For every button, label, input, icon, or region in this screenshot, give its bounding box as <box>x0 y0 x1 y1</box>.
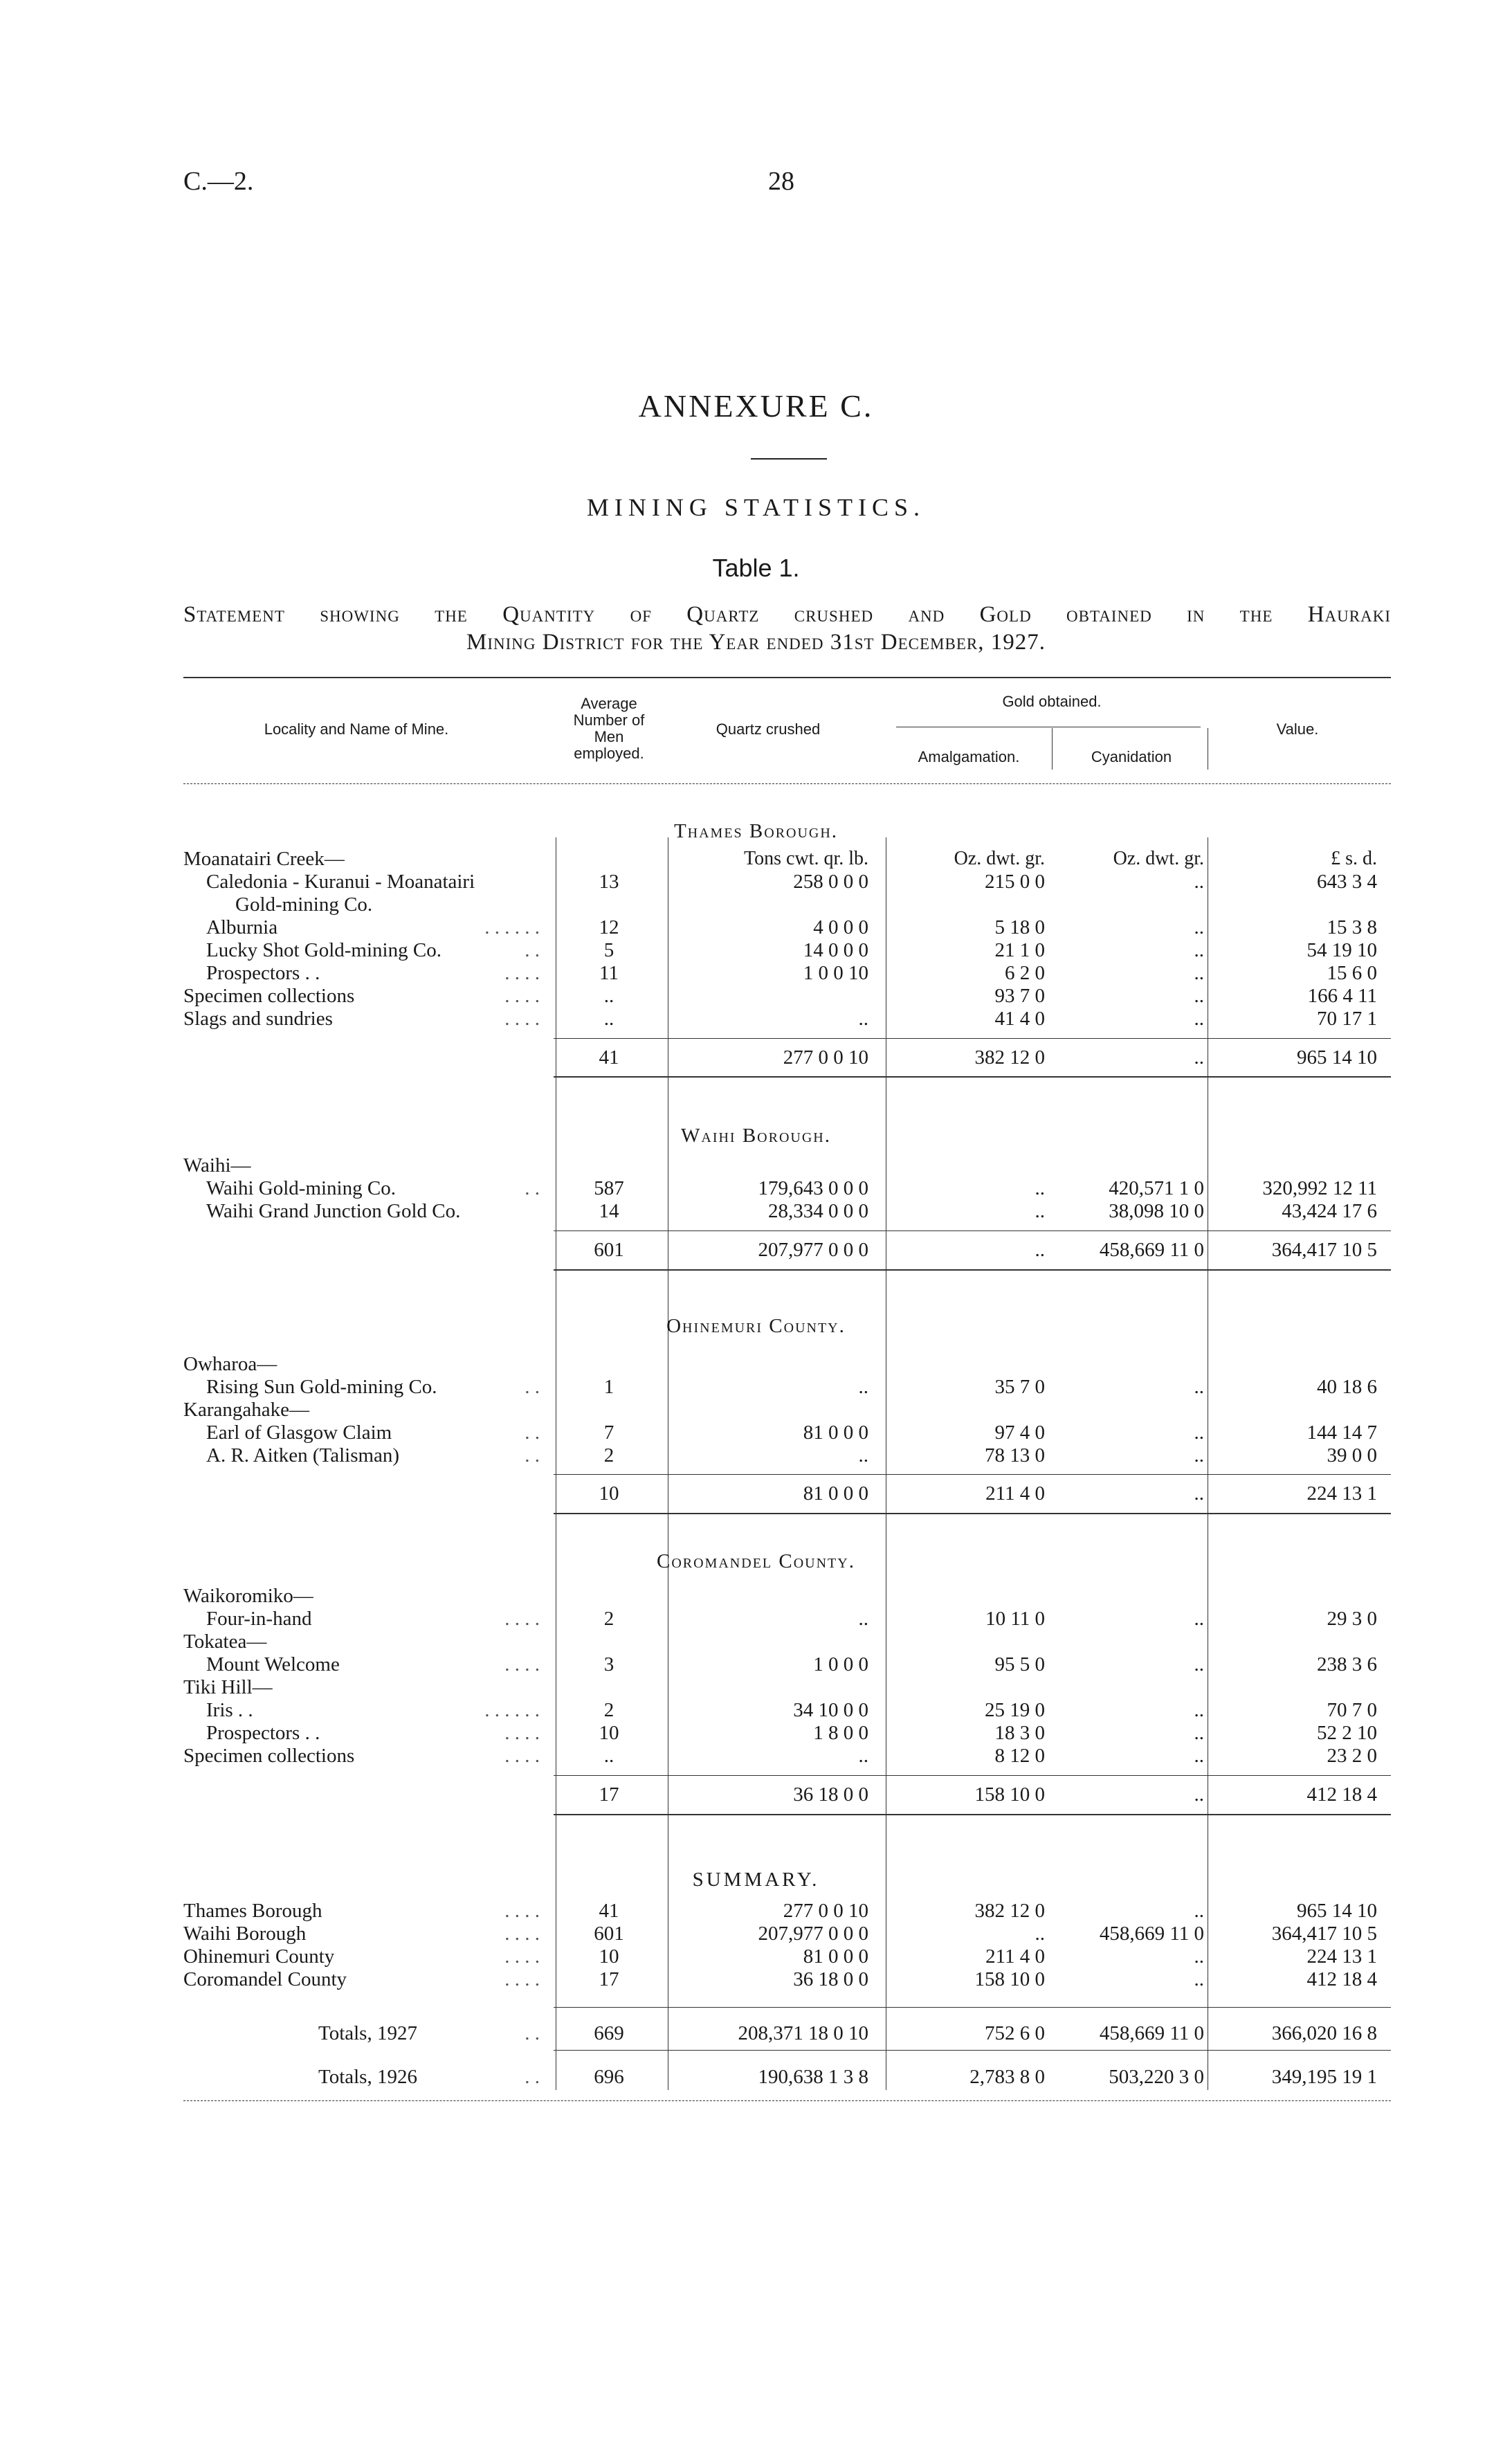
table-row <box>0 985 1512 1008</box>
units-row <box>0 848 1512 871</box>
cyan-cell: .. <box>1194 1968 1204 1990</box>
total-rule <box>554 1474 1391 1475</box>
group-label: Waihi— <box>183 1154 251 1177</box>
total-row-1927 <box>0 2022 1512 2046</box>
group-row <box>0 1631 1512 1654</box>
value-cell: 70 17 1 <box>1317 1008 1377 1030</box>
annexure-title: ANNEXURE C. <box>638 388 874 424</box>
district-name: Waihi Borough <box>183 1923 307 1945</box>
cyan-cell: 458,669 11 0 <box>1099 1923 1204 1945</box>
cyan-cell: .. <box>1194 1722 1204 1744</box>
section-end-rule <box>554 1513 1391 1514</box>
cyan-cell: .. <box>1194 916 1204 938</box>
value-cell: 320,992 12 11 <box>1262 1177 1377 1199</box>
total-row-1926 <box>0 2066 1512 2089</box>
amal-total: 382 12 0 <box>974 1046 1045 1069</box>
section-waihi-title: Waihi Borough. <box>681 1125 831 1147</box>
men-cell: 3 <box>603 1653 614 1675</box>
amal-cell: 25 19 0 <box>985 1699 1045 1721</box>
document-reference: C.—2. <box>183 167 254 196</box>
value-cell: 965 14 10 <box>1297 1900 1377 1922</box>
amal-cell: 10 11 0 <box>985 1608 1045 1630</box>
table-row <box>0 1945 1512 1969</box>
group-label: Karangahake— <box>183 1399 309 1421</box>
amal-cell: 35 7 0 <box>994 1376 1045 1398</box>
col-locality: Locality and Name of Mine. <box>264 720 449 738</box>
leader-dots: . . . . <box>504 1968 540 1990</box>
cyan-cell: .. <box>1194 939 1204 961</box>
table-row <box>0 1376 1512 1399</box>
unit-value: £ s. d. <box>1331 848 1377 869</box>
total-row <box>0 1482 1512 1506</box>
table-row <box>0 1923 1512 1946</box>
value-cell: 40 18 6 <box>1317 1376 1377 1398</box>
amal-cell: 21 1 0 <box>994 939 1045 961</box>
table-row <box>0 871 1512 894</box>
group-label: Tokatea— <box>183 1631 267 1653</box>
men-cell: 41 <box>599 1900 619 1922</box>
group-label: Moanatairi Creek— <box>183 848 345 870</box>
cyan-cell: 420,571 1 0 <box>1109 1177 1204 1199</box>
mine-name: Specimen collections <box>183 1745 355 1767</box>
cyan-cell: .. <box>1194 1699 1204 1721</box>
cyan-cell: 38,098 10 0 <box>1109 1200 1204 1222</box>
value-cell: 364,417 10 5 <box>1271 1923 1377 1945</box>
men-total: 10 <box>599 1482 619 1505</box>
cyan-cell: .. <box>1194 1745 1204 1767</box>
value-total: 366,020 16 8 <box>1271 2022 1377 2044</box>
men-total: 601 <box>594 1239 624 1261</box>
men-total: 41 <box>599 1046 619 1069</box>
men-cell: .. <box>603 985 614 1007</box>
cyan-cell: .. <box>1194 962 1204 984</box>
value-cell: 166 4 11 <box>1307 985 1377 1007</box>
quartz-cell: 258 0 0 0 <box>793 871 868 893</box>
cyan-cell: .. <box>1194 1608 1204 1630</box>
quartz-cell: 207,977 0 0 0 <box>758 1923 868 1945</box>
quartz-cell: 179,643 0 0 0 <box>758 1177 868 1199</box>
mine-name: Specimen collections <box>183 985 355 1007</box>
page-number: 28 <box>768 167 794 196</box>
group-row <box>0 1399 1512 1422</box>
quartz-cell: 81 0 0 0 <box>803 1945 868 1968</box>
leader-dots: . . <box>525 2022 540 2044</box>
leader-dots: . . <box>525 1376 540 1398</box>
men-cell: 2 <box>603 1699 614 1721</box>
group-label: Owharoa— <box>183 1353 277 1375</box>
total-row <box>0 1239 1512 1262</box>
total-row <box>0 1783 1512 1807</box>
leader-dots: . . <box>525 1422 540 1444</box>
cyan-cell: .. <box>1194 1376 1204 1398</box>
group-row <box>0 1353 1512 1377</box>
total-label: Totals, 1926 <box>318 2066 417 2088</box>
value-total: 349,195 19 1 <box>1271 2066 1377 2088</box>
cyan-total: .. <box>1194 1482 1204 1505</box>
value-cell: 144 14 7 <box>1306 1422 1377 1444</box>
table-row <box>0 1177 1512 1201</box>
gold-divider <box>1052 728 1053 770</box>
quartz-cell: .. <box>858 1745 868 1767</box>
section-end-rule <box>554 1814 1391 1815</box>
amal-total: 211 4 0 <box>985 1482 1045 1505</box>
leader-dots: . . . . <box>504 1008 540 1030</box>
header-top-rule <box>183 677 1391 678</box>
mine-name: Gold-mining Co. <box>235 893 373 916</box>
col-gold: Gold obtained. <box>1002 693 1102 710</box>
table-row <box>0 1968 1512 1992</box>
value-total: 412 18 4 <box>1306 1783 1377 1806</box>
mine-name: Waihi Grand Junction Gold Co. <box>206 1200 461 1222</box>
statement-line-2: Mining District for the Year ended 31st December, 1927. <box>466 630 1046 655</box>
leader-dots: . . <box>525 939 540 961</box>
men-cell: .. <box>603 1745 614 1767</box>
mine-name: Four-in-hand <box>206 1608 312 1630</box>
quartz-cell: 14 0 0 0 <box>803 939 868 961</box>
value-cell: 15 6 0 <box>1327 962 1377 984</box>
men-cell: 587 <box>594 1177 624 1199</box>
amal-cell: 95 5 0 <box>994 1653 1045 1675</box>
leader-dots: . . . . <box>504 1608 540 1630</box>
men-cell: 10 <box>599 1945 619 1968</box>
group-label: Waikoromiko— <box>183 1585 313 1607</box>
section-subtitle: MINING STATISTICS. <box>586 493 926 521</box>
leader-dots: . . . . <box>504 1653 540 1675</box>
amal-cell: .. <box>1035 1177 1045 1199</box>
amal-cell: .. <box>1035 1200 1045 1222</box>
mine-name: Alburnia <box>206 916 278 938</box>
amal-cell: 6 2 0 <box>1005 962 1045 984</box>
quartz-cell: 1 0 0 0 <box>813 1653 868 1675</box>
cyan-total: 503,220 3 0 <box>1109 2066 1204 2088</box>
col-value: Value. <box>1276 720 1319 738</box>
amal-cell: .. <box>1035 1923 1045 1945</box>
men-cell: .. <box>603 1008 614 1030</box>
value-cell: 15 3 8 <box>1327 916 1377 938</box>
table-row <box>0 1444 1512 1468</box>
quartz-cell: 81 0 0 0 <box>803 1422 868 1444</box>
unit-cyan: Oz. dwt. gr. <box>1113 848 1204 869</box>
mine-name: Rising Sun Gold-mining Co. <box>206 1376 437 1398</box>
section-summary-title: SUMMARY. <box>692 1869 820 1891</box>
table-label: Table 1. <box>712 554 800 582</box>
section-thames-title: Thames Borough. <box>673 820 839 842</box>
quartz-cell: 34 10 0 0 <box>793 1699 868 1721</box>
statement-line-1: Statement showing the Quantity of Quartz crushed and Gold obtained in the Hauraki <box>183 602 1391 627</box>
table-row <box>0 1200 1512 1224</box>
total-rule <box>554 2007 1391 2008</box>
men-cell: 10 <box>599 1722 619 1744</box>
leader-dots: . . . . <box>504 985 540 1007</box>
men-total: 669 <box>594 2022 624 2044</box>
men-cell: 5 <box>603 939 614 961</box>
total-row <box>0 1046 1512 1070</box>
group-row <box>0 1676 1512 1700</box>
cyan-cell: .. <box>1194 1900 1204 1922</box>
amal-cell: 41 4 0 <box>994 1008 1045 1030</box>
quartz-cell: 1 0 0 10 <box>803 962 868 984</box>
col-amalgamation: Amalgamation. <box>918 748 1020 765</box>
total-rule <box>554 1038 1391 1039</box>
cyan-cell: .. <box>1194 1008 1204 1030</box>
value-cell: 238 3 6 <box>1317 1653 1377 1675</box>
table-row <box>0 1745 1512 1768</box>
men-cell: 11 <box>599 962 619 984</box>
quartz-cell: 1 8 0 0 <box>813 1722 868 1744</box>
amal-cell: 215 0 0 <box>985 871 1045 893</box>
table-row <box>0 939 1512 963</box>
value-cell: 39 0 0 <box>1327 1444 1377 1466</box>
amal-total: 752 6 0 <box>985 2022 1045 2044</box>
table-row <box>0 1900 1512 1923</box>
section-end-rule <box>554 1076 1391 1078</box>
value-cell: 29 3 0 <box>1327 1608 1377 1630</box>
value-total: 965 14 10 <box>1297 1046 1377 1069</box>
quartz-cell: 4 0 0 0 <box>813 916 868 938</box>
amal-cell: 93 7 0 <box>994 985 1045 1007</box>
mine-name: A. R. Aitken (Talisman) <box>206 1444 400 1466</box>
unit-amal: Oz. dwt. gr. <box>954 848 1045 869</box>
section-end-rule <box>554 1269 1391 1271</box>
quartz-total: 208,371 18 0 10 <box>738 2022 868 2044</box>
cyan-total: .. <box>1194 1783 1204 1806</box>
amal-total: 2,783 8 0 <box>969 2066 1045 2088</box>
quartz-total: 36 18 0 0 <box>793 1783 868 1806</box>
cyan-cell: .. <box>1194 1422 1204 1444</box>
leader-dots: . . . . <box>504 1945 540 1968</box>
group-label: Tiki Hill— <box>183 1676 273 1698</box>
amal-cell: 5 18 0 <box>994 916 1045 938</box>
value-cell: 412 18 4 <box>1306 1968 1377 1990</box>
amal-total: .. <box>1035 1239 1045 1261</box>
group-row <box>0 1154 1512 1178</box>
cyan-total: 458,669 11 0 <box>1099 2022 1204 2044</box>
col-cyanidation: Cyanidation <box>1091 748 1172 765</box>
quartz-cell: 277 0 0 10 <box>783 1900 868 1922</box>
value-cell: 43,424 17 6 <box>1282 1200 1377 1222</box>
amal-total: 158 10 0 <box>974 1783 1045 1806</box>
table-row <box>0 1722 1512 1745</box>
mine-name: Prospectors . . <box>206 1722 320 1744</box>
quartz-total: 190,638 1 3 8 <box>758 2066 868 2088</box>
header-bottom-rule <box>183 783 1391 784</box>
amal-cell: 18 3 0 <box>994 1722 1045 1744</box>
men-total: 696 <box>594 2066 624 2088</box>
quartz-total: 81 0 0 0 <box>803 1482 868 1505</box>
quartz-cell: .. <box>858 1376 868 1398</box>
total-rule <box>554 2050 1391 2051</box>
quartz-cell: 36 18 0 0 <box>793 1968 868 1990</box>
table-row <box>0 916 1512 940</box>
value-cell: 52 2 10 <box>1317 1722 1377 1744</box>
leader-dots: . . <box>525 1177 540 1199</box>
col-quartz: Quartz crushed <box>716 720 821 738</box>
leader-dots: . . <box>525 1444 540 1466</box>
quartz-cell: .. <box>858 1008 868 1030</box>
total-rule <box>554 1230 1391 1231</box>
amal-cell: 97 4 0 <box>994 1422 1045 1444</box>
table-row <box>0 1422 1512 1445</box>
amal-cell: 211 4 0 <box>985 1945 1045 1968</box>
unit-quartz: Tons cwt. qr. lb. <box>743 848 868 869</box>
cyan-cell: .. <box>1194 1945 1204 1968</box>
value-cell: 224 13 1 <box>1306 1945 1377 1968</box>
men-cell: 17 <box>599 1968 619 1990</box>
quartz-cell: .. <box>858 1444 868 1466</box>
mine-name: Caledonia - Kuranui - Moanatairi <box>206 871 475 893</box>
men-cell: 7 <box>603 1422 614 1444</box>
table-row <box>0 893 1512 917</box>
col-men: Average Number of Men employed. <box>573 695 645 762</box>
table-bottom-rule <box>183 2100 1391 2101</box>
group-row <box>0 1585 1512 1608</box>
leader-dots: . . . . <box>504 1900 540 1922</box>
men-cell: 2 <box>603 1608 614 1630</box>
amal-cell: 78 13 0 <box>985 1444 1045 1466</box>
district-name: Coromandel County <box>183 1968 347 1990</box>
value-total: 224 13 1 <box>1306 1482 1377 1505</box>
quartz-total: 207,977 0 0 0 <box>758 1239 868 1261</box>
men-cell: 14 <box>599 1200 619 1222</box>
value-cell: 54 19 10 <box>1306 939 1377 961</box>
leader-dots: . . <box>525 2066 540 2088</box>
cyan-cell: .. <box>1194 1444 1204 1466</box>
men-cell: 601 <box>594 1923 624 1945</box>
mine-name: Iris . . <box>206 1699 253 1721</box>
mine-name: Prospectors . . <box>206 962 320 984</box>
table-row <box>0 1699 1512 1723</box>
table-row <box>0 1008 1512 1031</box>
section-coromandel-title: Coromandel County. <box>657 1550 855 1572</box>
men-cell: 2 <box>603 1444 614 1466</box>
amal-cell: 158 10 0 <box>974 1968 1045 1990</box>
mine-name: Slags and sundries <box>183 1008 333 1030</box>
total-rule <box>554 1775 1391 1776</box>
leader-dots: . . . . . . <box>484 916 540 938</box>
mine-name: Mount Welcome <box>206 1653 340 1675</box>
value-cell: 70 7 0 <box>1327 1699 1377 1721</box>
quartz-cell: .. <box>858 1608 868 1630</box>
cyan-cell: .. <box>1194 985 1204 1007</box>
table-row <box>0 1653 1512 1677</box>
cyan-cell: .. <box>1194 1653 1204 1675</box>
men-cell: 13 <box>599 871 619 893</box>
leader-dots: . . . . <box>504 1745 540 1767</box>
cyan-cell: .. <box>1194 871 1204 893</box>
men-total: 17 <box>599 1783 619 1806</box>
leader-dots: . . . . <box>504 962 540 984</box>
value-cell: 23 2 0 <box>1327 1745 1377 1767</box>
leader-dots: . . . . <box>504 1722 540 1744</box>
quartz-cell: 28,334 0 0 0 <box>768 1200 868 1222</box>
leader-dots: . . . . <box>504 1923 540 1945</box>
leader-dots: . . . . . . <box>484 1699 540 1721</box>
value-cell: 643 3 4 <box>1317 871 1377 893</box>
total-label: Totals, 1927 <box>318 2022 417 2044</box>
table-row <box>0 962 1512 986</box>
title-rule <box>751 458 827 460</box>
section-ohinemuri-title: Ohinemuri County. <box>666 1315 846 1337</box>
mine-name: Waihi Gold-mining Co. <box>206 1177 396 1199</box>
district-name: Ohinemuri County <box>183 1945 335 1968</box>
amal-cell: 382 12 0 <box>974 1900 1045 1922</box>
quartz-total: 277 0 0 10 <box>783 1046 868 1069</box>
district-name: Thames Borough <box>183 1900 322 1922</box>
amal-cell: 8 12 0 <box>994 1745 1045 1767</box>
mine-name: Earl of Glasgow Claim <box>206 1422 392 1444</box>
mine-name: Lucky Shot Gold-mining Co. <box>206 939 441 961</box>
cyan-total: 458,669 11 0 <box>1099 1239 1204 1261</box>
table-row <box>0 1608 1512 1631</box>
value-total: 364,417 10 5 <box>1271 1239 1377 1261</box>
cyan-total: .. <box>1194 1046 1204 1069</box>
men-cell: 12 <box>599 916 619 938</box>
men-cell: 1 <box>603 1376 614 1398</box>
